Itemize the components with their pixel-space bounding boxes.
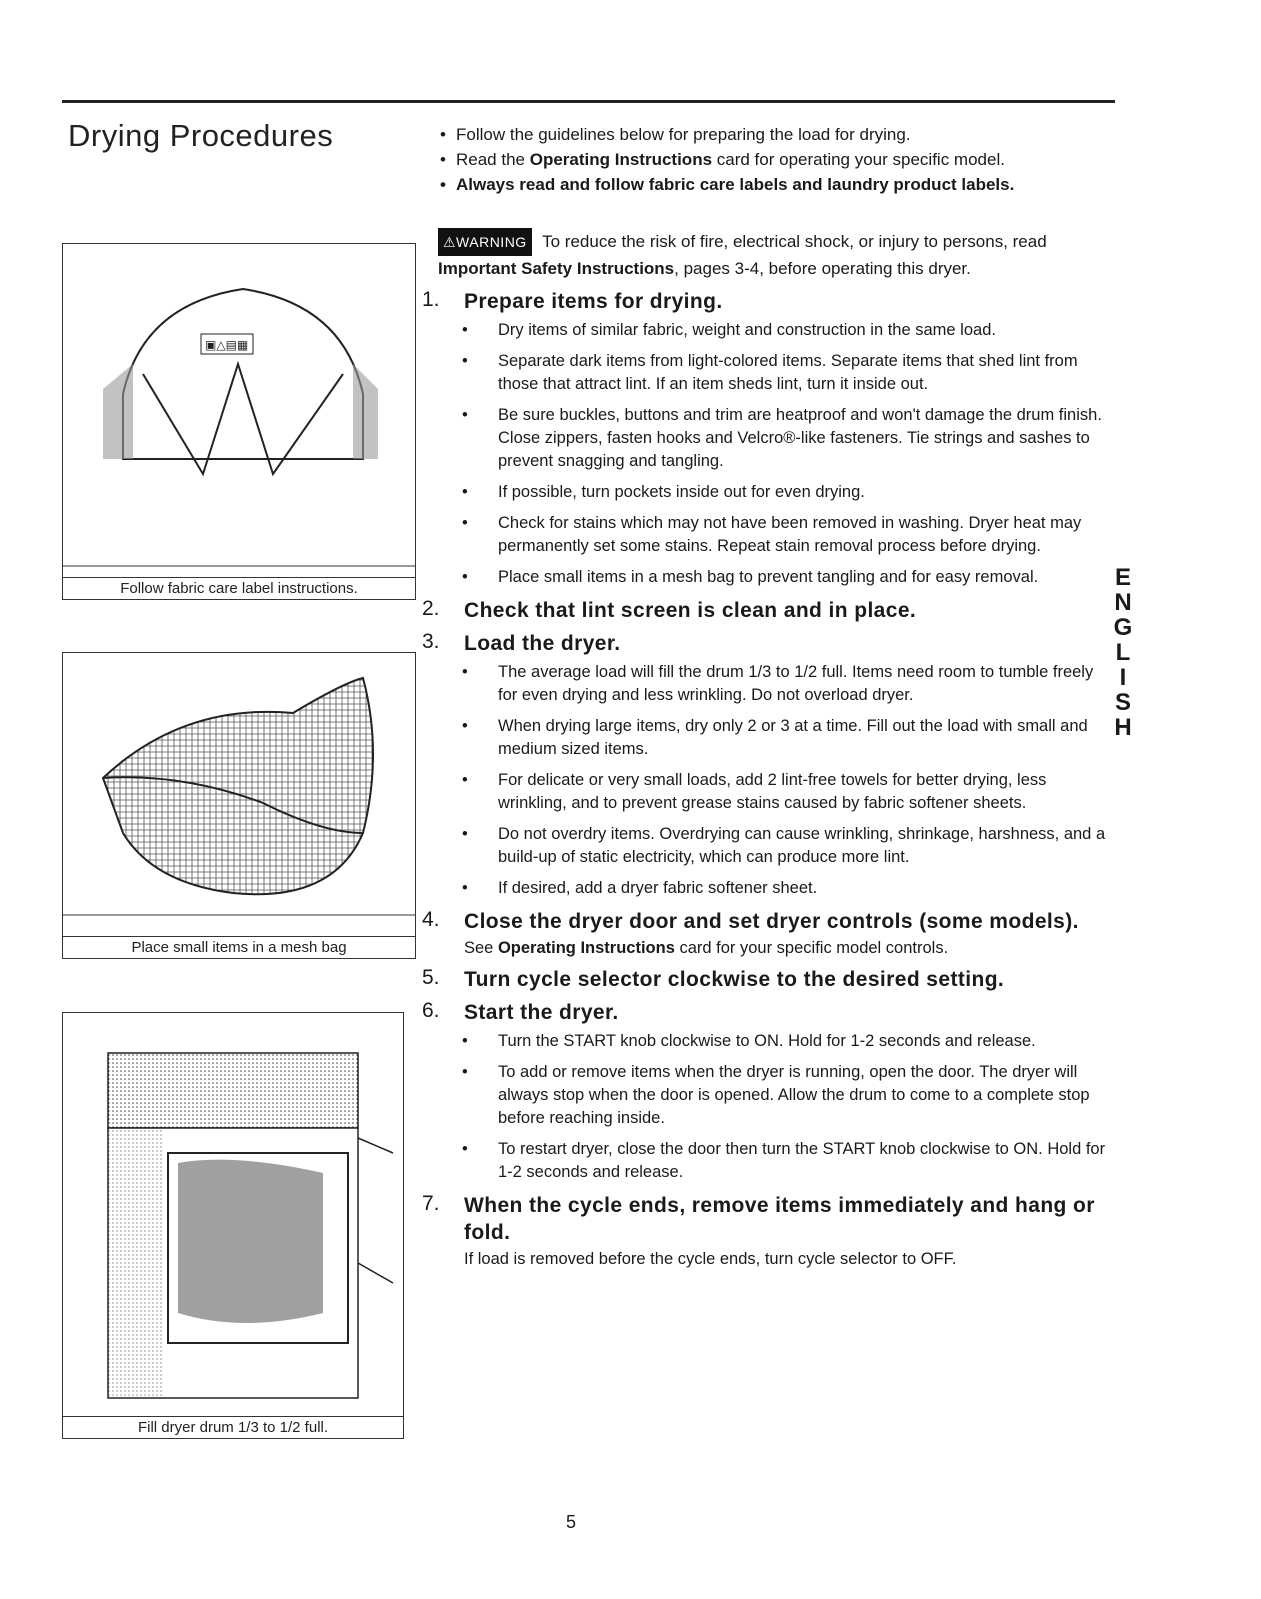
figure-mesh-bag <box>62 652 416 959</box>
list-item: • Dry items of similar fabric, weight and construction in the same load. <box>456 319 1112 342</box>
warning-badge: ⚠WARNING <box>438 228 532 256</box>
dryer-illustration <box>63 1013 403 1413</box>
list-item: • If possible, turn pockets inside out for even drying. <box>456 481 1112 504</box>
step-title: Check that lint screen is clean and in place. <box>464 599 917 622</box>
steps-list <box>422 288 1112 1277</box>
intro-item: • Always read and follow fabric care labels and laundry product labels. <box>438 172 1118 197</box>
svg-text:▣△▤▦: ▣△▤▦ <box>205 338 249 352</box>
step-note: If load is removed before the cycle ends, turn cycle selector to OFF. <box>464 1250 957 1268</box>
figure-shirt <box>62 243 416 600</box>
step: 6. Start the dryer. • Turn the START knob clockwise to ON. Hold for 1-2 seconds and release. • To add or remove items when the dryer is running, open the door. The dryer will always stop when the door is opened. Allow the drum to come to a complete stop before reaching inside. • To restart dryer, close the door then turn the START knob clockwise to ON. Hold for 1-2 seconds and release. <box>422 999 1112 1184</box>
step-note: See Operating Instructions card for your specific model controls. <box>464 939 949 957</box>
mesh-bag-illustration <box>63 653 415 933</box>
step: 1. Prepare items for drying. • Dry items of similar fabric, weight and construction in the same load. • Separate dark items from light-colored items. Separate items that shed lint from those that attract lint. If an item sheds lint, turn it inside out. • Be sure buckles, buttons and trim are heatproof and won't damage the drum finish. Close zippers, fasten hooks and Velcro®-like fasteners. Tie strings and sashes to prevent snagging and tangling. • If possible, turn pockets inside out for even drying. • Check for stains which may not have been removed in washing. Dryer heat may permanently set some stains. Repeat stain removal process before drying. • Place small items in a mesh bag to prevent tangling and for easy removal. <box>422 288 1112 589</box>
step-title: When the cycle ends, remove items immediately and hang or fold. <box>464 1194 1095 1244</box>
step: 2. Check that lint screen is clean and in place. <box>422 597 1112 624</box>
step-title: Load the dryer. <box>464 632 621 655</box>
intro-item: • Read the Operating Instructions card for operating your specific model. <box>438 147 1118 172</box>
header-rule <box>62 100 1115 103</box>
list-item: • For delicate or very small loads, add 2 lint-free towels for better drying, less wrinkling, and to prevent grease stains caused by fabric softener sheets. <box>456 769 1112 815</box>
shirt-collar-illustration <box>63 244 415 574</box>
list-item: • The average load will fill the drum 1/3 to 1/2 full. Items need room to tumble freely for even drying and less wrinkling. Do not overload dryer. <box>456 661 1112 707</box>
step-title: Turn cycle selector clockwise to the desired setting. <box>464 968 1005 991</box>
intro-item: • Follow the guidelines below for preparing the load for drying. <box>438 122 1118 147</box>
page-title: Drying Procedures <box>68 118 334 153</box>
step-title: Prepare items for drying. <box>464 290 723 313</box>
list-item: • Check for stains which may not have been removed in washing. Dryer heat may permanently set some stains. Repeat stain removal process before drying. <box>456 512 1112 558</box>
step: 3. Load the dryer. • The average load will fill the drum 1/3 to 1/2 full. Items need room to tumble freely for even drying and less wrinkling. Do not overload dryer. • When drying large items, dry only 2 or 3 at a time. Fill out the load with small and medium sized items. • For delicate or very small loads, add 2 lint-free towels for better drying, less wrinkling, and to prevent grease stains caused by fabric softener sheets. • Do not overdry items. Overdrying can cause wrinkling, shrinkage, harshness, and a build-up of static electricity, which can produce more lint. • If desired, add a dryer fabric softener sheet. <box>422 630 1112 900</box>
figure-caption: Place small items in a mesh bag <box>63 936 415 958</box>
page-number: 5 <box>566 1512 577 1532</box>
list-item: • When drying large items, dry only 2 or 3 at a time. Fill out the load with small and medium sized items. <box>456 715 1112 761</box>
side-language-label: E N G L I S H <box>1113 564 1133 741</box>
list-item: • Turn the START knob clockwise to ON. Hold for 1-2 seconds and release. <box>456 1030 1112 1053</box>
step-title: Start the dryer. <box>464 1001 619 1024</box>
list-item: • Do not overdry items. Overdrying can cause wrinkling, shrinkage, harshness, and a build-up of static electricity, which can produce more lint. <box>456 823 1112 869</box>
list-item: • To restart dryer, close the door then turn the START knob clockwise to ON. Hold for 1-2 seconds and release. <box>456 1138 1112 1184</box>
list-item: • Place small items in a mesh bag to prevent tangling and for easy removal. <box>456 566 1112 589</box>
list-item: • Be sure buckles, buttons and trim are heatproof and won't damage the drum finish. Close zippers, fasten hooks and Velcro®-like fasteners. Tie strings and sashes to prevent snagging and tangling. <box>456 404 1112 473</box>
step: 5. Turn cycle selector clockwise to the desired setting. <box>422 966 1112 993</box>
list-item: • To add or remove items when the dryer is running, open the door. The dryer will always stop when the door is opened. Allow the drum to come to a complete stop before reaching inside. <box>456 1061 1112 1130</box>
figure-dryer <box>62 1012 404 1439</box>
step: 7. When the cycle ends, remove items immediately and hang or fold. If load is removed before the cycle ends, turn cycle selector to OFF. <box>422 1192 1112 1271</box>
step: 4. Close the dryer door and set dryer controls (some models). See Operating Instructions card for your specific model controls. <box>422 908 1112 960</box>
list-item: • Separate dark items from light-colored items. Separate items that shed lint from those that attract lint. If an item sheds lint, turn it inside out. <box>456 350 1112 396</box>
step-title: Close the dryer door and set dryer controls (some models). <box>464 910 1079 933</box>
figure-caption: Follow fabric care label instructions. <box>63 577 415 599</box>
figure-caption: Fill dryer drum 1/3 to 1/2 full. <box>63 1416 403 1438</box>
list-item: • If desired, add a dryer fabric softener sheet. <box>456 877 1112 900</box>
warning-notice: ⚠WARNING To reduce the risk of fire, electrical shock, or injury to persons, read Important Safety Instructions, pages 3-4, before operating this dryer. <box>438 228 1108 282</box>
intro-list <box>438 122 1118 197</box>
